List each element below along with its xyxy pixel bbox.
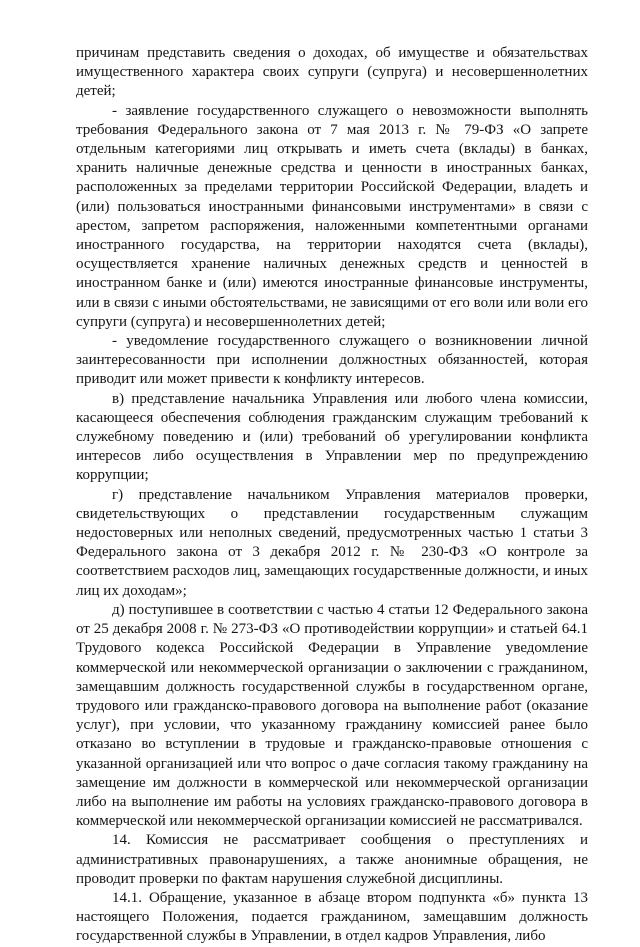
paragraph-conflict-notice: - уведомление государственного служащего о возникновении личной заинтересованности при исполнении должностных обязанностей, которая приводит или может привести к конфликту интересов. [76,333,588,388]
paragraph-foreign-accounts-statement: - заявление государственного служащего о невозможности выполнять требования Федерального закона от 7 мая 2013 г. № 79-ФЗ «О запрете отдельным категориями лиц открывать и иметь счета (вклады) в банках, хранить наличные денежные средства и ценности в иностранных банках, расположенных за пределами территории Российской Федерации, владеть и (или) пользоваться иностранными финансовыми инструментами» в связи с арестом, запретом распоряжения, наложенными компетентными органами иностранного государства, на территории находятся счета (вклады), осуществляется хранение наличных денежных средств и ценностей в иностранном банке и (или) имеются иностранные финансовые инструменты, или в связи с иными обстоятельствами, не зависящими от его воли или воли его супруги (супруга) и несовершеннолетних детей; [76,102,588,330]
document-page [76,44,588,947]
paragraph-item-v: в) представление начальника Управления или любого члена комиссии, касающееся обеспечения соблюдения гражданским служащим требований к служебному поведению и (или) требований об урегулировании конфликта интересов либо осуществления в Управлении мер по предупреждению коррупции; [76,390,588,484]
paragraph-clause-14-1: 14.1. Обращение, указанное в абзаце втором подпункта «б» пункта 13 настоящего Положения, подается гражданином, замещавшим должность государственной службы в Управлении, в отдел кадров Управления, либо [76,889,588,945]
paragraph-item-d: д) поступившее в соответствии с частью 4 статьи 12 Федерального закона от 25 декабря 2008 г. № 273-ФЗ «О противодействии коррупции» и статьей 64.1 Трудового кодекса Российской Федерации в Управление уведомление коммерческой или некоммерческой организации о заключении с гражданином, замещавшим должность государственной службы в государственном органе, трудового или гражданско-правового договора на выполнение работ (оказание услуг), при условии, что указанному гражданину комиссией ранее было отказано во вступлении в трудовые и гражданско-правовые отношения с указанной организацией или что вопрос о даче согласия такому гражданину на замещение им должности в коммерческой или некоммерческой организации либо на выполнение им работы на условиях гражданско-правового договора в коммерческой или некоммерческой организации комиссией не рассматривался. [76,601,588,830]
paragraph-item-g: г) представление начальником Управления материалов проверки, свидетельствующих о представлении государственным служащим недостоверных или неполных сведений, предусмотренных частью 1 статьи 3 Федерального закона от 3 декабря 2012 г. № 230-ФЗ «О контроле за соответствием расходов лиц, замещающих государственные должности, и иных лиц их доходам»; [76,486,588,599]
paragraph-clause-14: 14. Комиссия не рассматривает сообщения о преступлениях и административных правонарушениях, а также анонимные обращения, не проводит проверки по фактам нарушения служебной дисциплины. [76,832,588,887]
paragraph-continuation: причинам представить сведения о доходах, об имуществе и обязательствах имущественного характера своих супруги (супруга) и несовершеннолетних детей; [76,45,588,100]
